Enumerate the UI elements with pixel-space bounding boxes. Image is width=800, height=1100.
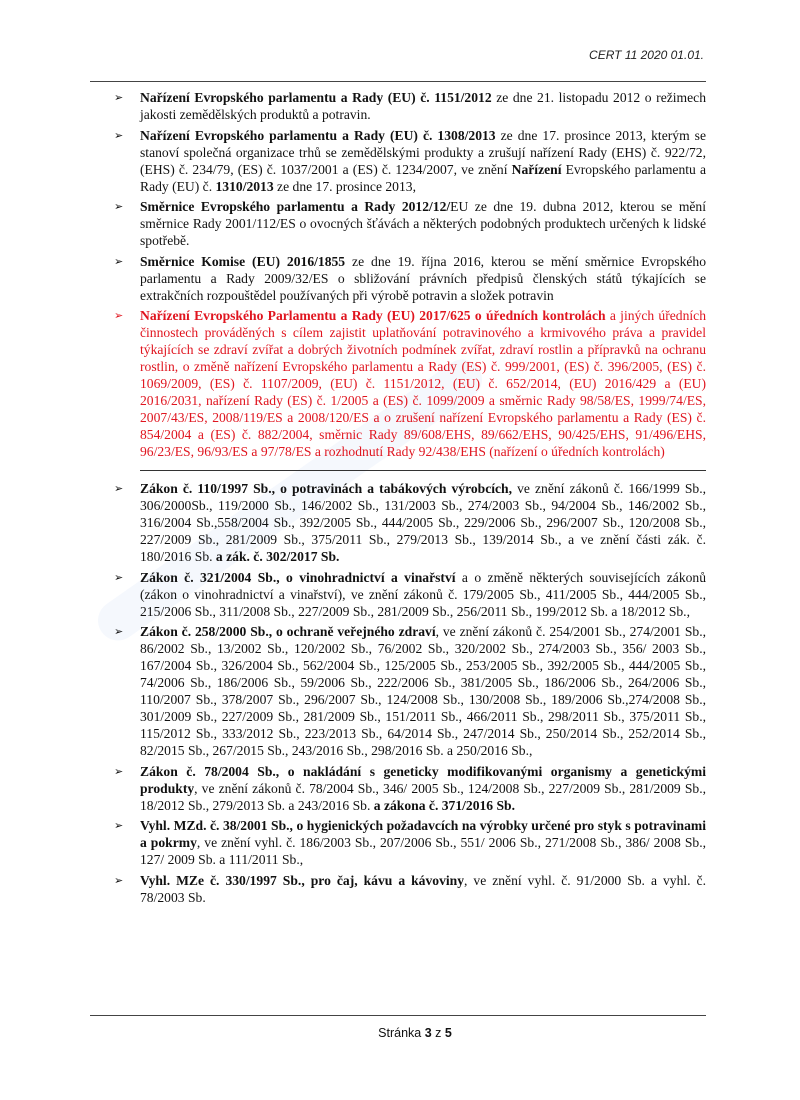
bold-text: a zákona č. 371/2016 Sb. (373, 797, 516, 813)
bold-text: Nařízení Evropského Parlamentu a Rady (EU) 2017/625 o úředních kontrolách (140, 308, 606, 323)
text: , ve znění zákonů č. 254/2001 Sb., 274/2001 Sb., 86/2002 Sb., 13/2002 Sb., 120/2002 Sb., 76/2002 Sb., 320/2002 Sb., 274/2003 Sb., 356/ 2003 Sb., 167/2004 Sb., 326/2004 Sb., 562/2004 Sb., 125/2005 Sb., 253/2005 Sb., 392/2005 Sb., 444/2005 Sb., 74/2006 Sb., 186/2006 Sb., 59/2006 Sb., 222/2006 Sb., 381/2005 Sb., 186/2006 Sb., 264/2006 Sb., 110/2007 Sb., 378/2007 Sb., 296/2007 Sb., 124/2008 Sb., 130/2008 Sb., 189/2006 Sb.,274/2008 Sb., 301/2009 Sb., 227/2009 Sb., 281/2009 Sb., 151/2011 Sb., 466/2011 Sb., 298/2011 Sb., 375/2011 Sb., 115/2012 Sb., 333/2012 Sb., 223/2013 Sb., 64/2014 Sb., 247/2014 Sb., 250/2014 Sb., 252/2014 Sb., 82/2015 Sb., 267/2015 Sb., 243/2016 Sb., 298/2016 Sb. a 250/2016 Sb., (140, 624, 706, 758)
text: Evropského parlamentu a Rady (EU) č. (140, 161, 707, 194)
arrow-bullet-icon: ➢ (114, 91, 124, 104)
text: ve znění zákonů č. 166/1999 Sb., 306/2000Sb., 119/2000 Sb., 146/2002 Sb., 131/2003 Sb., 274/2003 Sb., 94/2004 Sb., 146/2002 Sb., 316/2004 Sb.,558/2004 Sb., 392/2005 Sb., 444/2005 Sb., 229/2006 Sb., 296/2007 Sb., 120/2008 Sb., 227/2009 Sb., 281/2009 Sb., 375/2011 Sb., 279/2013 Sb., 139/2014 Sb., a ve znění části zák. č. 180/2016 Sb. (140, 481, 706, 564)
list-item (112, 817, 706, 868)
bold-text: Zákon č. 258/2000 Sb., o ochraně veřejného zdraví (140, 624, 436, 639)
arrow-bullet-icon: ➢ (114, 482, 124, 495)
list-item (112, 198, 706, 249)
text: ze dne 17. prosince 2013, kterým se stanoví společná organizace trhů se zemědělskými produkty a zrušují nařízení Rady (EHS) č. 922/72, (EHS) č. 234/79, (ES) č. 1037/2001 a (ES) č. 1234/2007, ve znění (140, 127, 706, 177)
bold-text: Zákon č. 78/2004 Sb., o nakládání s geneticky modifikovanými organismy a genetickými produkty (140, 763, 706, 796)
section-divider (140, 470, 706, 471)
arrow-bullet-icon: ➢ (114, 873, 124, 887)
bold-text: 1310/2013 (215, 178, 274, 194)
arrow-bullet-icon: ➢ (114, 128, 124, 142)
list-item (112, 127, 706, 195)
header-rule (90, 81, 706, 82)
footer-mid: z (431, 1026, 445, 1040)
list-item (112, 89, 706, 123)
arrow-bullet-icon: ➢ (114, 254, 124, 268)
current-page: 3 (424, 1026, 432, 1040)
arrow-bullet-icon: ➢ (114, 200, 124, 213)
list-item (112, 307, 706, 460)
total-pages: 5 (444, 1026, 452, 1040)
text: a o změně některých souvisejících zákonů (zákon o vinohradnictví a vinařství), ve znění zákonů č. 179/2005 Sb., 411/2005 Sb., 444/2005 Sb., 215/2006 Sb., 311/2008 Sb., 227/2009 Sb., 281/2009 Sb., 256/2011 Sb., 199/2012 Sb. a 18/2012 Sb., (140, 569, 707, 619)
bold-text: Zákon č. 321/2004 Sb., o vinohradnictví a vinařství (140, 569, 456, 585)
list-item (112, 872, 706, 906)
list-item (112, 253, 706, 304)
bold-text: Vyhl. MZe č. 330/1997 Sb., pro čaj, kávu a kávoviny (140, 872, 464, 888)
bold-text: Směrnice Evropského parlamentu a Rady 2012/12/ (140, 199, 451, 214)
text: , ve znění vyhl. č. 186/2003 Sb., 207/2006 Sb., 551/ 2006 Sb., 271/2008 Sb., 386/ 2008 Sb., 127/ 2009 Sb. a 111/2011 Sb., (140, 835, 706, 867)
bold-text: Zákon č. 110/1997 Sb., o potravinách a tabákových výrobcích, (140, 481, 513, 496)
text: ze dne 21. listopadu 2012 o režimech jakosti zemědělských produktů a potravin. (140, 90, 706, 122)
text: ze dne 17. prosince 2013, (273, 178, 416, 194)
bold-text: a zák. č. 302/2017 Sb. (215, 549, 340, 564)
bold-text: Nařízení (511, 161, 562, 177)
page-footer (0, 1026, 800, 1040)
bold-text: Vyhl. MZd. č. 38/2001 Sb., o hygienických požadavcích na výrobky určené pro styk s potravinami a pokrmy (140, 818, 706, 850)
text: , ve znění vyhl. č. 91/2000 Sb. a vyhl. č. 78/2003 Sb. (140, 872, 706, 905)
footer-rule (90, 1015, 706, 1016)
arrow-bullet-icon: ➢ (114, 819, 124, 832)
arrow-bullet-icon: ➢ (114, 309, 124, 322)
regulation-list (112, 89, 706, 909)
text: a jiných úředních činnostech prováděných s cílem zajistit uplatňování potravinového a krmivového práva a pravidel týkajících se zdraví zvířat a dobrých životních podmínek zvířat, zdraví rostlin a přípravků na ochranu rostlin, o změně nařízení Evropského parlamentu a Rady (ES) č. 999/2001, (ES) č. 396/2005, (ES) č. 1069/2009, (ES) č. 1107/2009, (EU) č. 1151/2012, (EU) č. 652/2014, (EU) 2016/429 a (EU) 2016/2031, nařízení Rady (ES) č. 1/2005 a (ES) č. 1099/2009 a směrnic Rady 98/58/ES, 1999/74/ES, 2007/43/ES, 2008/119/ES a 2008/120/ES a o zrušení nařízení Evropského parlamentu a Rady (ES) č. 854/2004 a (ES) č. 882/2004, směrnic Rady 89/608/EHS, 89/662/EHS, 90/425/EHS, 91/496/EHS, 96/23/ES, 96/93/ES a 97/78/ES a rozhodnutí Rady 92/438/EHS (nařízení o úředních kontrolách) (140, 308, 706, 459)
text: ze dne 19. října 2016, kterou se mění směrnice Evropského parlamentu a Rady 2009/32/ES o sbližování právních předpisů členských států týkajících se extrakčních rozpouštědel používaných při výrobě potravin a složek potravin (140, 253, 706, 303)
list-item (112, 763, 706, 814)
arrow-bullet-icon: ➢ (114, 625, 124, 638)
list-item (112, 569, 706, 620)
arrow-bullet-icon: ➢ (114, 764, 124, 778)
bold-text: Směrnice Komise (EU) 2016/1855 (140, 253, 346, 269)
text: EU ze dne 19. dubna 2012, kterou se mění směrnice Rady 2001/112/ES o ovocných šťávách a některých podobných produktech určených k lidské spotřebě. (140, 199, 706, 248)
bold-text: Nařízení Evropského parlamentu a Rady (EU) č. 1151/2012 (140, 90, 492, 105)
list-item (112, 623, 706, 759)
footer-prefix: Stránka (378, 1026, 425, 1040)
document-code: CERT 11 2020 01.01. (589, 48, 704, 62)
text: , ve znění zákonů č. 78/2004 Sb., 346/ 2005 Sb., 124/2008 Sb., 227/2009 Sb., 281/2009 Sb., 18/2012 Sb., 279/2013 Sb. a 243/2016 Sb. (140, 780, 706, 813)
list-item (112, 480, 706, 565)
bold-text: Nařízení Evropského parlamentu a Rady (EU) č. 1308/2013 (140, 127, 496, 143)
arrow-bullet-icon: ➢ (114, 570, 124, 584)
